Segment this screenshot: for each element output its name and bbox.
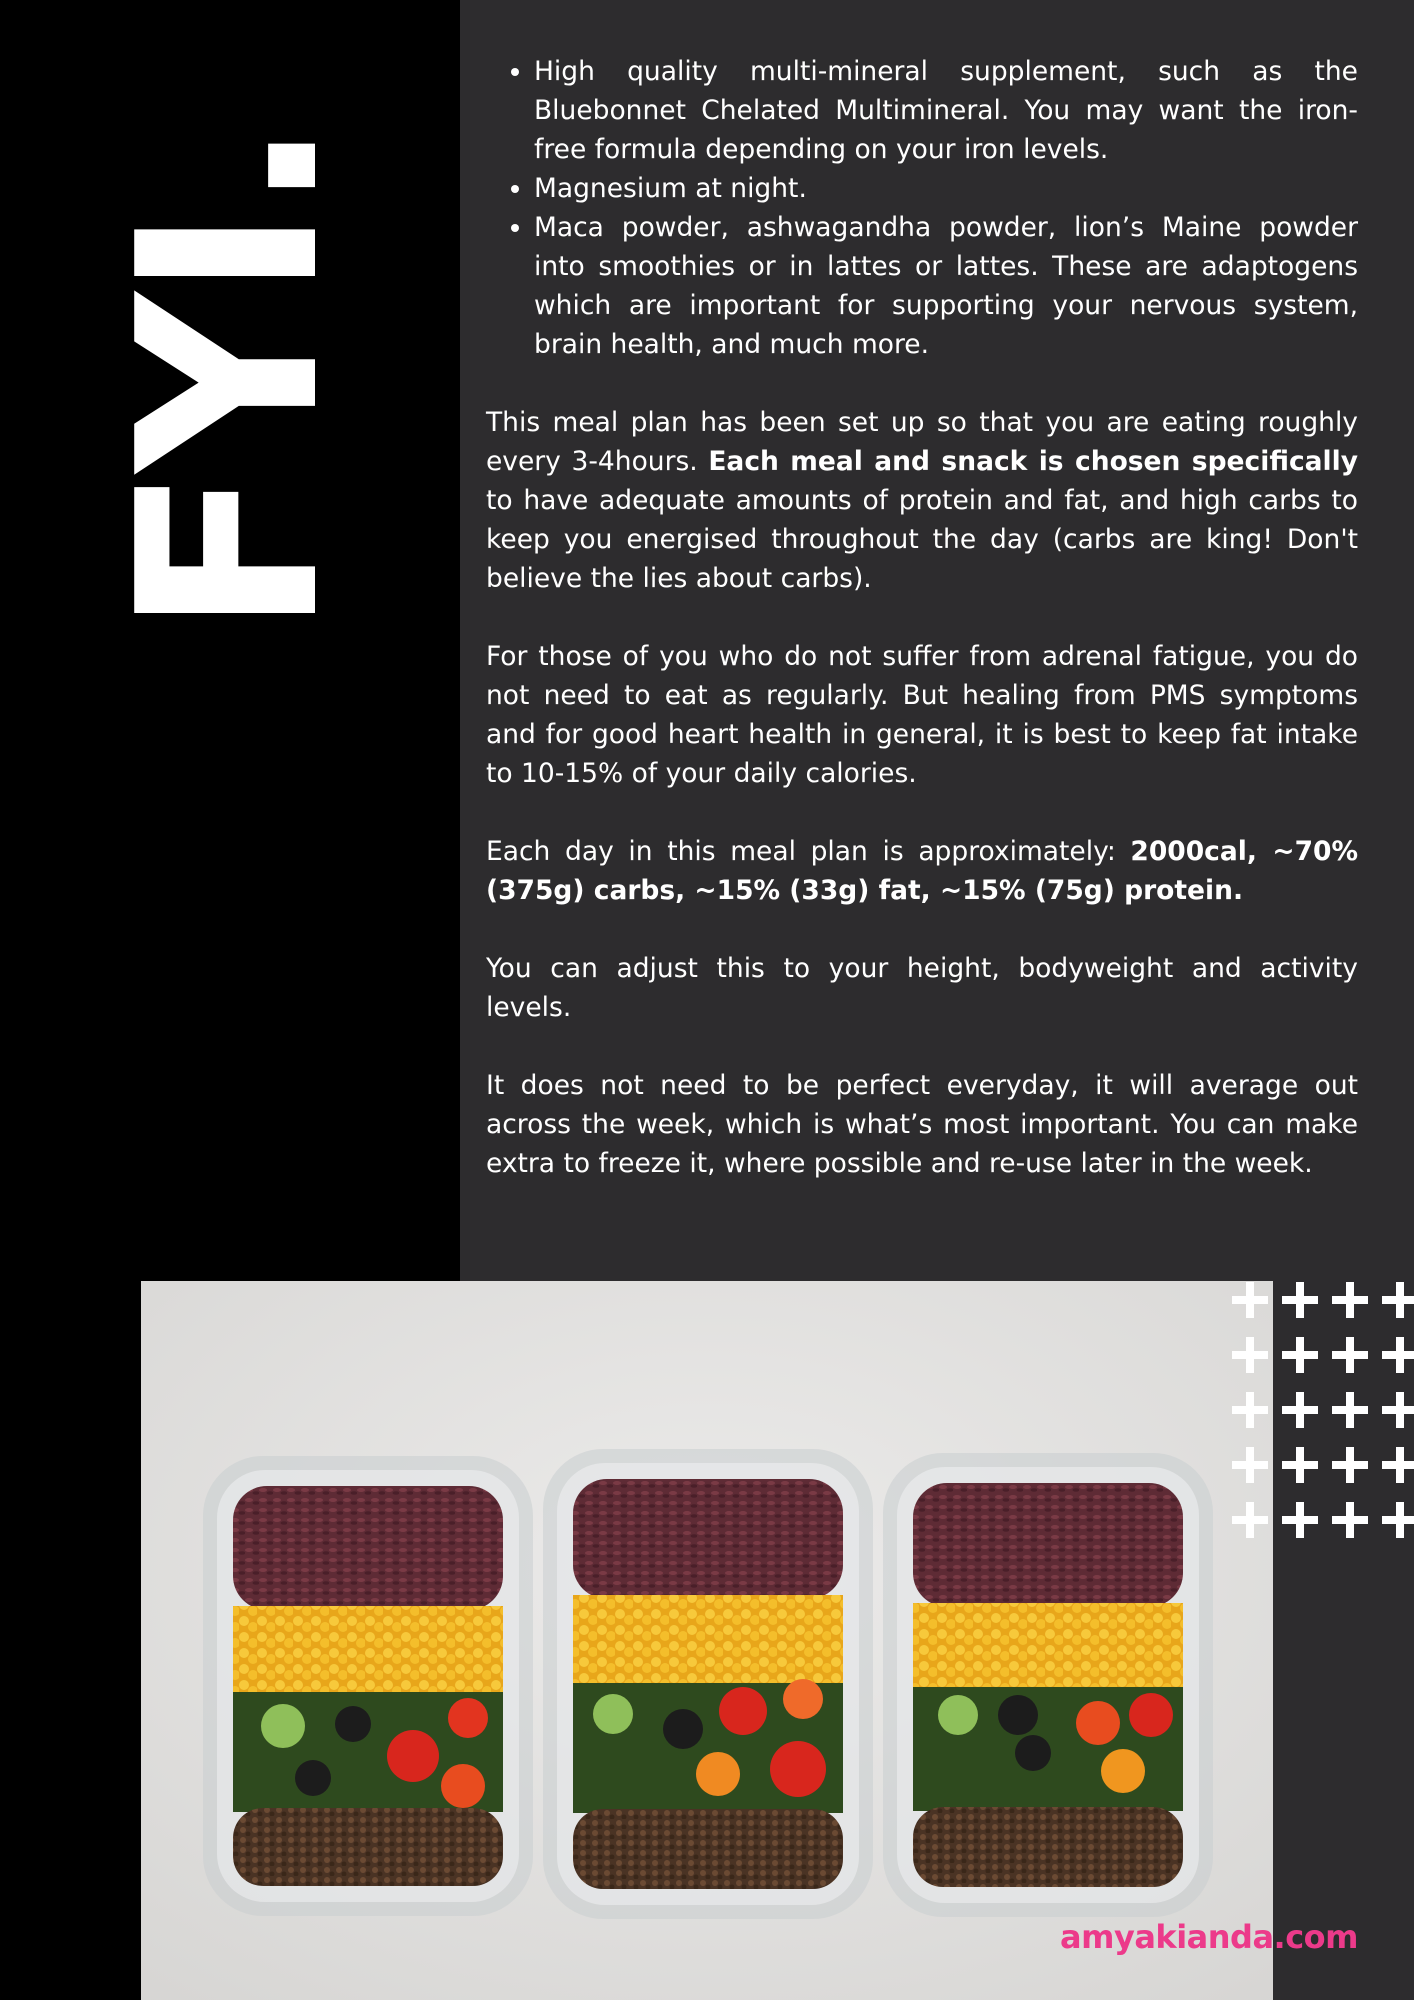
meal-plan-text-end: to have adequate amounts of protein and fat, and high carbs to keep you energised throughout the day (carbs are king! Don't believe the lies about carbs). bbox=[486, 485, 1358, 594]
average-paragraph: It does not need to be perfect everyday, it will average out across the week, which is what’s most important. You can make extra to freeze it, where possible and re-use later in the week. bbox=[486, 1070, 1358, 1179]
meal-plan-text: This meal plan has been set up so that you are eating roughly every 3-4hours. bbox=[486, 407, 1358, 477]
adrenal-paragraph: For those of you who do not suffer from adrenal fatigue, you do not need to eat as regularly. But healing from PMS symptoms and for good heart health in general, it is best to keep fat intake to 10-15% of your daily calories. bbox=[486, 641, 1358, 789]
meal-container bbox=[543, 1449, 873, 1919]
list-item: • High quality multi-mineral supplement, such as the Bluebonnet Chelated Multimineral. You may want the iron-free formula depending on your iron levels. bbox=[534, 52, 1358, 169]
adjust-paragraph: You can adjust this to your height, bodyweight and activity levels. bbox=[486, 953, 1358, 1023]
meal-plan-emphasis: Each meal and snack is chosen specifically bbox=[708, 446, 1358, 477]
meal-container bbox=[883, 1453, 1213, 1917]
daily-totals-lead: Each day in this meal plan is approximately: bbox=[486, 836, 1131, 867]
daily-totals-paragraph bbox=[486, 832, 1358, 910]
meal-prep-illustration bbox=[141, 1281, 1273, 2000]
meal-prep-photo bbox=[141, 1281, 1273, 2000]
meal-plan-paragraph bbox=[486, 403, 1358, 598]
list-item: • Maca powder, ashwagandha powder, lion’s Maine powder into smoothies or in lattes or lattes. These are adaptogens which are important for supporting your nervous system, brain health, and much more. bbox=[534, 208, 1358, 364]
daily-totals-values: 2000cal, ~70% (375g) carbs, ~15% (33g) fat, ~15% (75g) protein. bbox=[486, 836, 1358, 906]
list-item: • Magnesium at night. bbox=[534, 169, 1358, 208]
plus-icon bbox=[1232, 1282, 1414, 1538]
meal-container bbox=[203, 1456, 533, 1916]
supplement-list bbox=[486, 52, 1358, 364]
fyi-title-block bbox=[86, 124, 374, 636]
page-title: FYI. bbox=[86, 124, 374, 636]
plus-pattern bbox=[1226, 1276, 1414, 1546]
main-text-column bbox=[486, 52, 1358, 1183]
website-link[interactable]: amyakianda.com bbox=[1060, 1918, 1358, 1956]
